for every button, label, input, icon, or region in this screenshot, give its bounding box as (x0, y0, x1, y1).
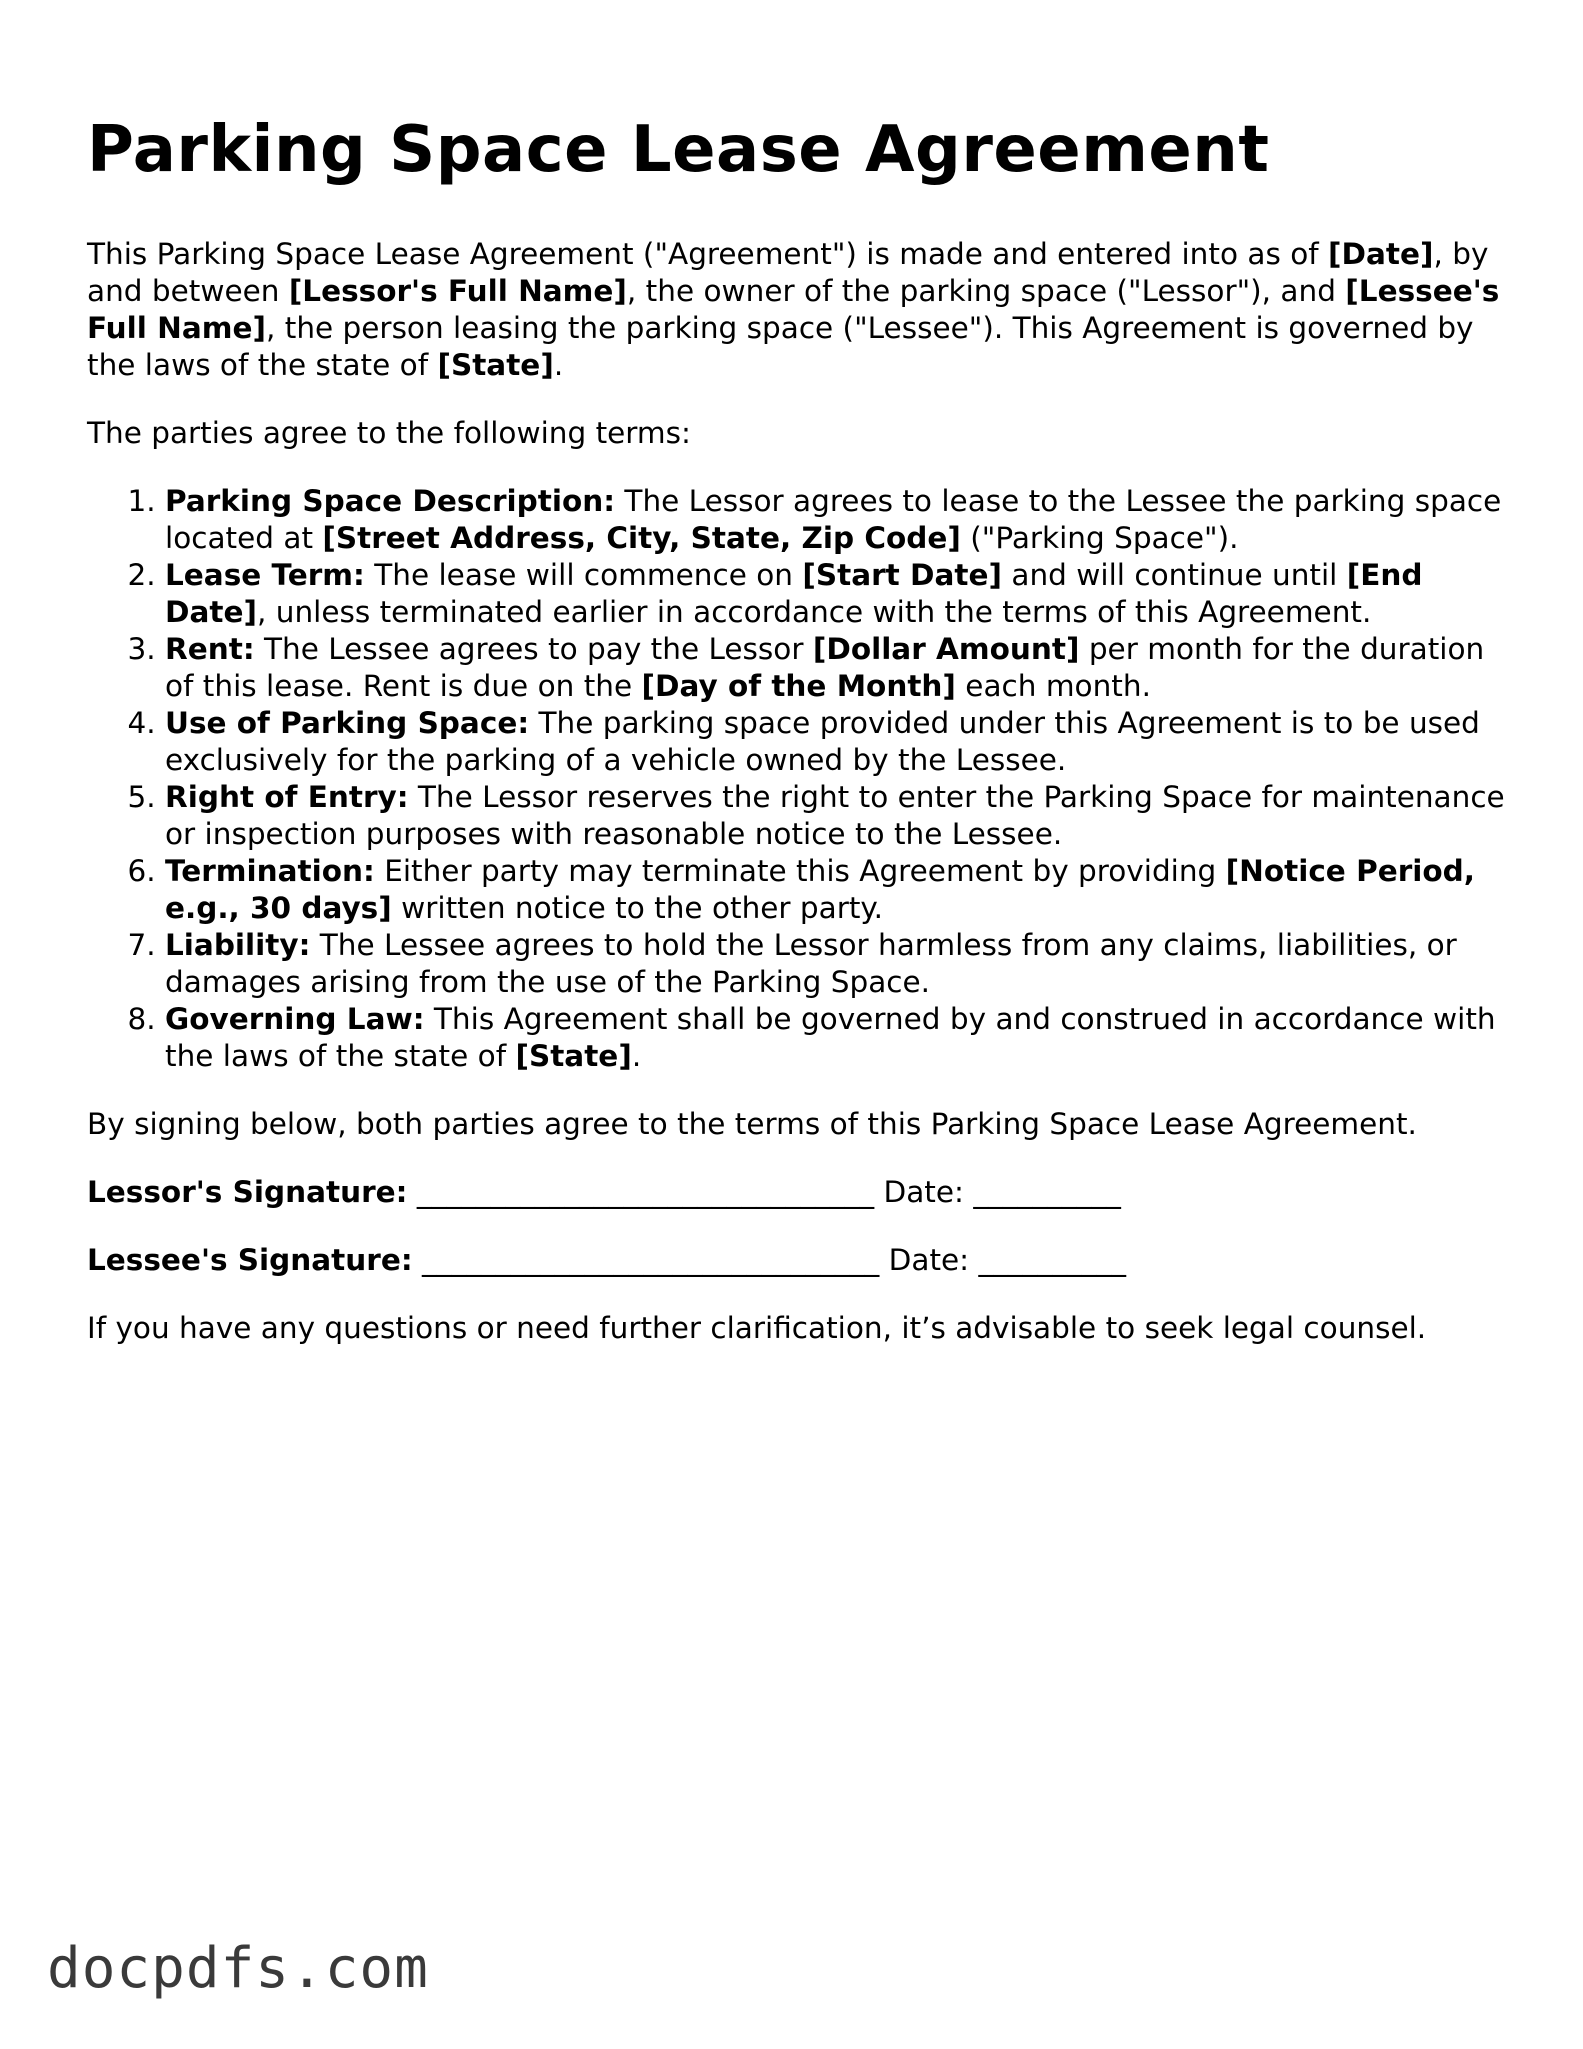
term-label: Liability: (165, 928, 311, 962)
lessor-name-placeholder: [Lessor's Full Name] (288, 274, 627, 308)
state-placeholder: [State] (515, 1039, 632, 1073)
document-title: Parking Space Lease Agreement (87, 113, 1270, 187)
term-label: Lease Term: (165, 558, 365, 592)
notice-period-placeholder: [Notice Period, e.g., 30 days] (165, 854, 1475, 925)
lessor-signature-line[interactable]: _______________________________ (416, 1175, 875, 1209)
term-text: , unless terminated earlier in accordance with the terms of this Agreement. (257, 595, 1372, 629)
lessee-signature-line[interactable]: _______________________________ (422, 1243, 880, 1277)
lessor-date-label: Date: (883, 1175, 964, 1209)
term-text: ("Parking Space"). (960, 521, 1239, 555)
state-placeholder: [State] (437, 348, 554, 382)
term-use-of-parking-space (165, 705, 1507, 779)
term-text: The lease will commence on (364, 558, 803, 592)
lessee-date-label: Date: (888, 1243, 970, 1277)
term-text: This Agreement shall be governed by and construed in accordance with the laws of the state of (165, 1002, 1496, 1073)
term-text: and will continue until (1002, 558, 1347, 592)
term-label: Rent: (165, 632, 255, 666)
term-text: written notice to the other party. (391, 891, 884, 925)
lessor-signature-row (87, 1174, 1507, 1211)
term-liability (165, 927, 1507, 1001)
intro-text: This Parking Space Lease Agreement ("Agreement") is made and entered into as of (87, 237, 1329, 271)
term-governing-law (165, 1001, 1507, 1075)
document-page (87, 108, 1507, 1378)
term-text: The Lessor reserves the right to enter the Parking Space for maintenance or inspection purposes with reasonable notice to the Lessee. (165, 780, 1505, 851)
closing-note: If you have any questions or need further clarification, it’s advisable to seek legal counsel. (87, 1311, 1427, 1345)
term-lease-term (165, 557, 1507, 631)
term-text: The Lessor agrees to lease to the Lessee the parking space located at (165, 484, 1502, 555)
lessor-date-line[interactable]: __________ (973, 1175, 1121, 1209)
term-text: . (631, 1039, 642, 1073)
lessee-signature-label: Lessee's Signature: (87, 1243, 413, 1277)
end-date-placeholder: [End Date] (165, 558, 1423, 629)
term-text: each month. (955, 669, 1151, 703)
day-of-month-placeholder: [Day of the Month] (641, 669, 956, 703)
intro-text: . (553, 348, 564, 382)
intro-text: , by and between (87, 237, 1489, 308)
signing-statement: By signing below, both parties agree to the terms of this Parking Space Lease Agreement. (87, 1107, 1417, 1141)
date-placeholder: [Date] (1328, 237, 1434, 271)
intro-text: , the owner of the parking space ("Lessor"), and (626, 274, 1346, 308)
term-label: Parking Space Description: (165, 484, 616, 518)
terms-lead: The parties agree to the following terms: (87, 416, 691, 450)
term-text: per month for the duration of this lease. Rent is due on the (165, 632, 1485, 703)
term-text: The Lessee agrees to pay the Lessor (254, 632, 813, 666)
term-text: Either party may terminate this Agreement by providing (374, 854, 1226, 888)
term-termination (165, 853, 1507, 927)
address-placeholder: [Street Address, City, State, Zip Code] (322, 521, 961, 555)
dollar-amount-placeholder: [Dollar Amount] (812, 632, 1080, 666)
term-text: The Lessee agrees to hold the Lessor harmless from any claims, liabilities, or damages arising from the use of the Parking Space. (165, 928, 1457, 999)
term-rent (165, 631, 1507, 705)
lessor-signature-label: Lessor's Signature: (87, 1175, 408, 1209)
start-date-placeholder: [Start Date] (802, 558, 1003, 592)
term-label: Governing Law: (165, 1002, 425, 1036)
term-label: Use of Parking Space: (165, 706, 530, 740)
terms-list (87, 483, 1507, 1075)
term-text: The parking space provided under this Agreement is to be used exclusively for the parking of a vehicle owned by the Lessee. (165, 706, 1480, 777)
lessee-signature-row (87, 1242, 1507, 1279)
intro-text: , the person leasing the parking space ("Lessee"). This Agreement is governed by the laws of the state of (87, 311, 1474, 382)
term-parking-space-description (165, 483, 1507, 557)
term-right-of-entry (165, 779, 1507, 853)
lessee-date-line[interactable]: __________ (978, 1243, 1127, 1277)
term-label: Right of Entry: (165, 780, 409, 814)
term-label: Termination: (165, 854, 375, 888)
intro-paragraph (87, 236, 1507, 384)
watermark-logo: docpdfs.com (47, 1936, 429, 2001)
lessee-name-placeholder: [Lessee's Full Name] (87, 274, 1500, 345)
